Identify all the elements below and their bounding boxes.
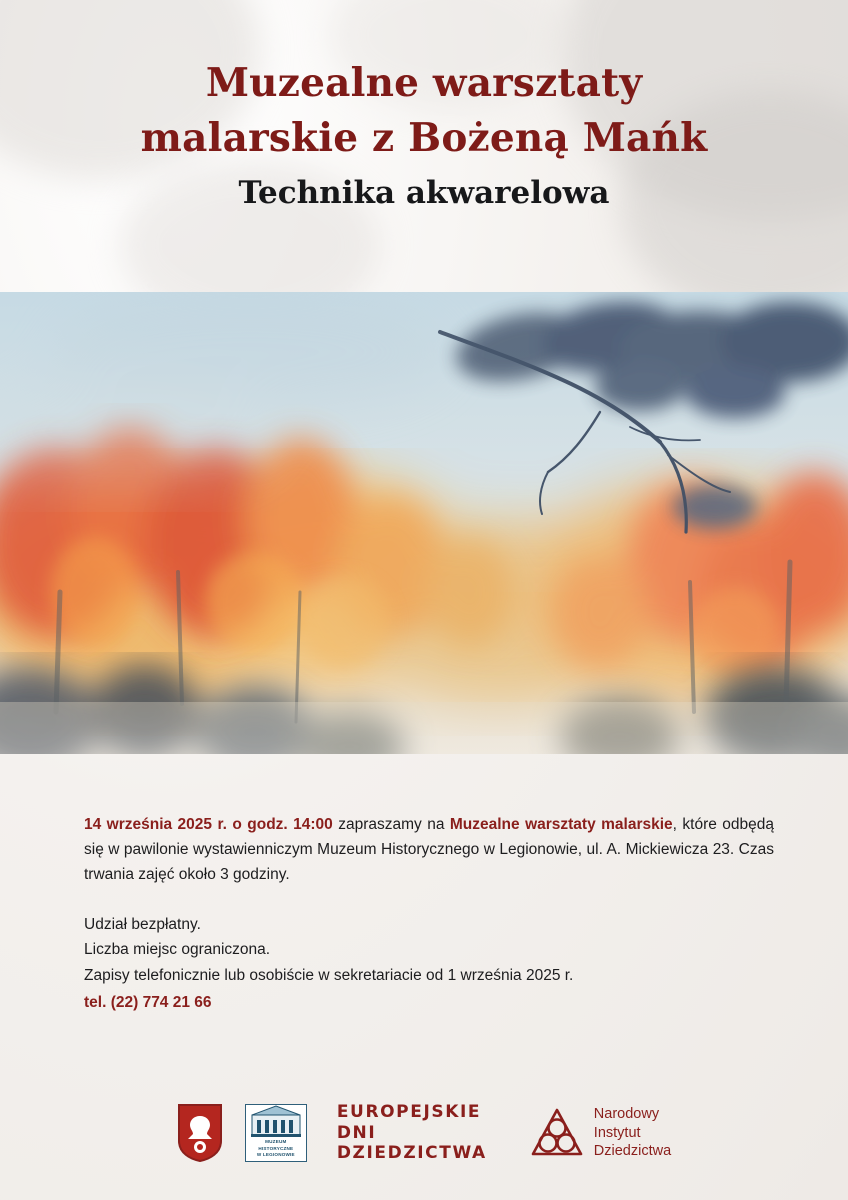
nid-line-2: Instytut	[593, 1124, 641, 1141]
poster-title-line-2: malarskie z Bożeną Mańk	[140, 115, 708, 162]
paragraph-main	[84, 812, 774, 887]
nid-wordmark	[594, 1105, 671, 1161]
info-lines	[84, 912, 774, 1014]
logo-museum-historyczne	[245, 1104, 307, 1162]
nid-triquetra-icon	[529, 1106, 585, 1160]
invite-text: zapraszamy na	[332, 816, 450, 833]
event-date-time: 14 września 2025 r. o godz. 14:00	[84, 816, 333, 833]
logo-narodowy-instytut-dziedzictwa	[529, 1105, 671, 1161]
edd-line-1: EUROPEJSKIE	[336, 1101, 482, 1122]
nid-line-3: Dziedzictwa	[593, 1143, 672, 1160]
logo-europejskie-dni-dziedzictwa	[329, 1102, 487, 1164]
museum-logo-box	[245, 1104, 307, 1162]
coat-of-arms-icon	[177, 1103, 223, 1163]
museum-building-icon	[249, 1105, 303, 1139]
museum-logo-caption	[257, 1139, 295, 1158]
footer-logos	[0, 1102, 848, 1164]
nid-line-1: Narodowy	[593, 1106, 660, 1123]
artwork-watercolour-landscape	[0, 292, 848, 754]
museum-caption-line-3: W LEGIONOWIE	[256, 1151, 295, 1157]
edd-line-2: DNI	[336, 1122, 377, 1143]
event-name: Muzealne warsztaty malarskie	[449, 816, 673, 833]
event-details: , które odbędą się w pawilonie wystawienniczym Muzeum Historycznego w Legionowie, ul. A. Mickiewicza 23. Czas trwania zajęć około 3 godziny.	[84, 816, 775, 884]
museum-caption-line-2: HISTORYCZNE	[258, 1145, 294, 1151]
artwork-svg	[0, 292, 848, 754]
edd-wordmark	[337, 1102, 487, 1164]
line-free-participation: Udział bezpłatny.	[84, 916, 201, 934]
line-signup: Zapisy telefonicznie lub osobiście w sekretariacie od 1 września 2025 r.	[84, 966, 574, 984]
body-copy	[84, 812, 774, 1015]
phone-number[interactable]: tel. (22) 774 21 66	[84, 993, 212, 1011]
paragraph-gap	[84, 887, 774, 912]
logo-coat-of-arms	[177, 1103, 223, 1163]
poster-title-line-1: Muzealne warsztaty	[205, 60, 643, 106]
museum-caption-line-1: MUZEUM	[265, 1139, 287, 1145]
line-limited-places: Liczba miejsc ograniczona.	[84, 941, 271, 959]
edd-line-3: DZIEDZICTWA	[336, 1143, 487, 1164]
poster-subtitle: Technika akwarelowa	[238, 174, 610, 211]
poster-title-block	[0, 56, 848, 213]
